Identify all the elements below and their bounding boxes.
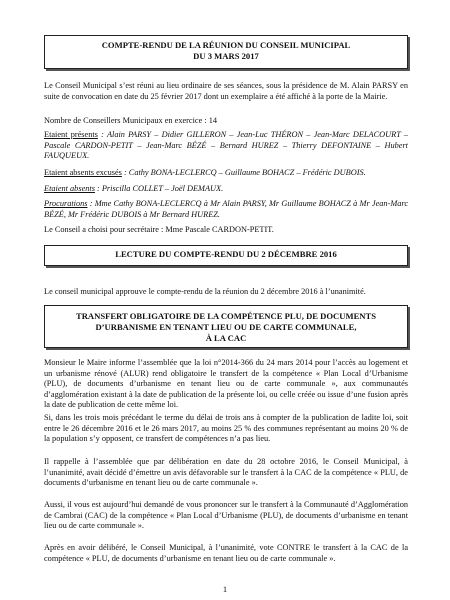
- section2-title-box: [44, 305, 408, 348]
- excused-members: [44, 168, 408, 179]
- proxies: [44, 199, 408, 220]
- section2-paragraph-1: Monsieur le Maire informe l’assemblée que la loi n°2014-366 du 24 mars 2014 pour l’accès au logement et un urbanisme rénové (ALUR) rend obligatoire le transfert de la compétence « Plan Local d’Urbanisme (PLU), de documents d’urbanisme en tenant lieu ou de carte communale », aux communautés d’agglomération existant à la date de publication de la présente loi, ou celle créée ou issue d’une fusion après la date de publication de cette même loi.: [44, 358, 408, 410]
- proxy-names: : Mme Cathy BONA-LECLERCQ à Mr Alain PARSY, Mr Guillaume BOHACZ à Mr Jean-Marc BÉZÉ, Mr Frédéric DUBOIS à Mr Bernard HUREZ.: [44, 199, 409, 219]
- absent-members: [44, 184, 408, 195]
- section2-paragraph-2: Si, dans les trois mois précédant le terme du délai de trois ans à compter de la publication de ladite loi, soit entre le 26 décembre 2016 et le 26 mars 2017, au moins 25 % des communes représentant au moins 20 % de la population s’y opposent, ce transfert de compétences n’a pas lieu.: [44, 413, 408, 444]
- header-title: COMPTE-RENDU DE LA RÉUNION DU CONSEIL MUNICIPAL: [101, 40, 351, 50]
- absent-names: : Priscilla COLLET – Joël DEMAUX.: [97, 184, 224, 193]
- section2-title-line1: TRANSFERT OBLIGATOIRE DE LA COMPÉTENCE PLU, DE DOCUMENTS: [75, 311, 377, 321]
- section1-paragraph: Le conseil municipal approuve le compte-rendu de la réunion du 2 décembre 2016 à l’unanimité.: [44, 287, 366, 296]
- intro-paragraph: Le Conseil Municipal s’est réuni au lieu ordinaire de ses séances, sous la présidence de M. Alain PARSY en suite de convocation en date du 25 février 2017 dont un exemplaire a été affiché à la porte de la Mairie.: [44, 81, 408, 101]
- header-date: DU 3 MARS 2017: [193, 51, 259, 61]
- section1-title-box: [44, 245, 408, 266]
- excused-label: Etaient absents excusés: [44, 168, 122, 177]
- present-names: : Alain PARSY – Didier GILLERON – Jean-Luc THÉRON – Jean-Marc DELACOURT – Pascale CARDON-PETIT – Jean-Marc BÉZÉ – Bernard HUREZ – Thierry DEFONTAINE – Hubert FAUQUEUX.: [44, 130, 409, 161]
- section1-title: LECTURE DU COMPTE-RENDU DU 2 DÉCEMBRE 2016: [115, 249, 337, 259]
- section2-title-line2: D’URBANISME EN TENANT LIEU OU DE CARTE COMMUNALE,: [95, 322, 357, 332]
- page-number: 1: [222, 584, 228, 594]
- present-label: Etaient présents: [44, 130, 98, 139]
- secretary-line: Le Conseil a choisi pour secrétaire : Mme Pascale CARDON-PETIT.: [44, 225, 274, 234]
- section2-paragraph-3: Il rappelle à l’assemblée que par délibération en date du 28 octobre 2016, le Conseil Municipal, à l’unanimité, avait décidé d’émettre un avis défavorable sur le transfert à la CAC de la compétence « PLU, de documents d’urbanisme en tenant lieu ou de carte communale ».: [44, 457, 408, 488]
- excused-names: : Cathy BONA-LECLERCQ – Guillaume BOHACZ – Frédéric DUBOIS.: [123, 168, 366, 177]
- member-count: Nombre de Conseillers Municipaux en exercice : 14: [44, 116, 218, 125]
- present-members: [44, 130, 408, 162]
- proxy-label: Procurations: [44, 199, 88, 208]
- absent-label: Etaient absents: [44, 184, 95, 193]
- section2-paragraph-4: Aussi, il vous est aujourd’hui demandé de vous prononcer sur le transfert à la Communauté d’Agglomération de Cambrai (CAC) de la compétence « Plan Local d’Urbanisme (PLU), de documents d’urbanisme en tenant lieu ou de carte communale ».: [44, 500, 408, 531]
- header-box: [44, 35, 408, 69]
- section2-paragraph-5: Après en avoir délibéré, le Conseil Municipal, à l’unanimité, vote CONTRE le transfert à la CAC de la compétence « PLU, de documents d’urbanisme en tenant lieu ou de carte communale ».: [44, 543, 408, 563]
- section2-title-line3: À LA CAC: [205, 333, 247, 343]
